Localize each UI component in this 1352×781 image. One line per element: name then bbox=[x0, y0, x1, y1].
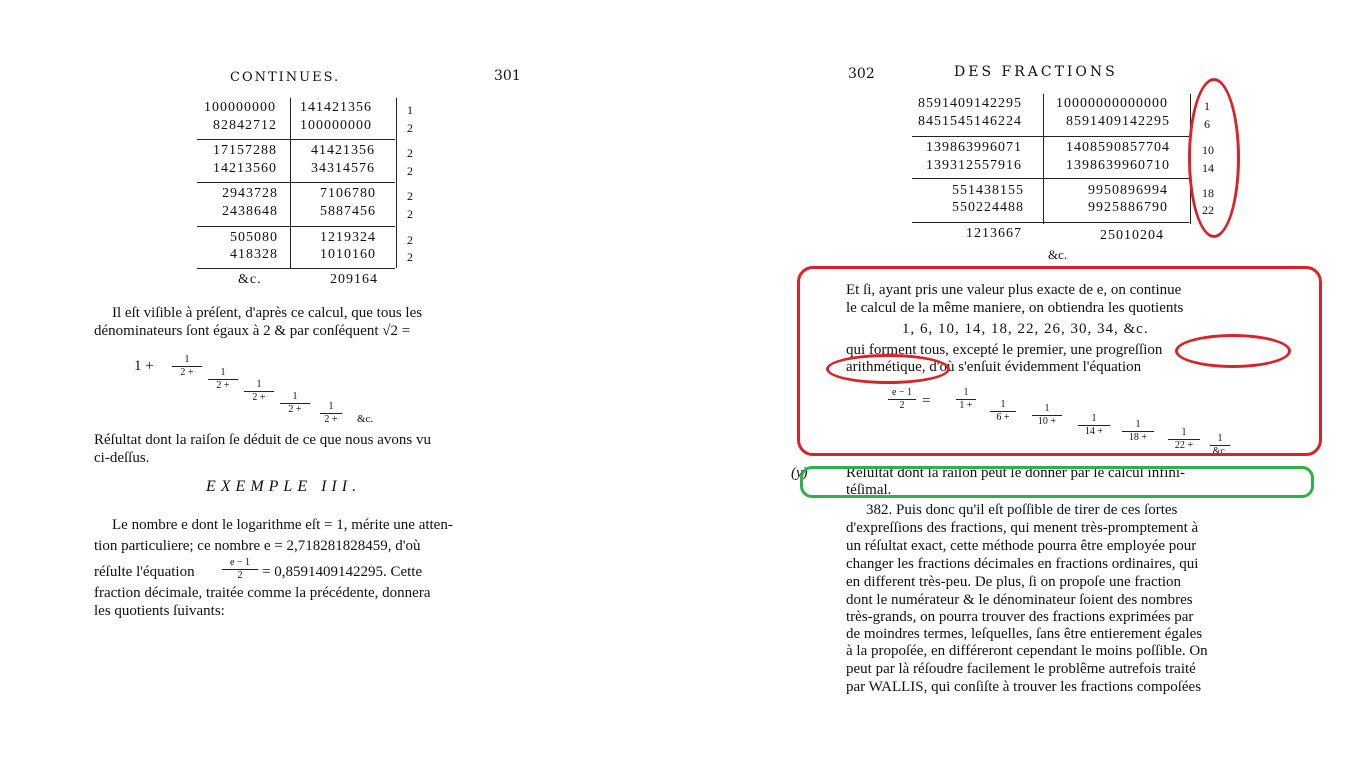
table-cell: 418328 bbox=[230, 247, 278, 262]
table-cell: 7106780 bbox=[320, 186, 376, 201]
table-cell: 41421356 bbox=[311, 143, 375, 158]
table-cell: 551438155 bbox=[952, 183, 1024, 198]
right-page-number: 302 bbox=[848, 66, 875, 82]
table-footer: &c. bbox=[238, 272, 262, 287]
table-cell: 1398639960710 bbox=[1066, 158, 1170, 173]
table-footer: 25010204 bbox=[1100, 228, 1164, 243]
table-cell: 1408590857704 bbox=[1066, 140, 1170, 155]
paragraph-line: tion particuliere; ce nombre e = 2,718281828459, d'où bbox=[94, 538, 421, 554]
example-title: EXEMPLE III. bbox=[206, 478, 362, 495]
quotient: 14 bbox=[1202, 161, 1214, 175]
paragraph-line: fraction décimale, traitée comme la précédente, donnera bbox=[94, 585, 431, 601]
quotient: 1 bbox=[407, 103, 413, 117]
table-cell: 550224488 bbox=[952, 200, 1024, 215]
footnote-mark: (y) bbox=[791, 465, 808, 481]
table-cell: 2438648 bbox=[222, 204, 278, 219]
quotients-red-ellipse bbox=[1188, 78, 1240, 238]
table-cell: 141421356 bbox=[300, 100, 372, 115]
quotient: 2 bbox=[407, 121, 413, 135]
paragraph-line: par WALLIS, qui conſiſte à trouver les fractions compoſées bbox=[846, 679, 1202, 695]
paragraph-line: Réſultat dont la raiſon peut ſe donner par le calcul infini- bbox=[846, 465, 1186, 481]
paragraph-line: téſimal. bbox=[846, 482, 892, 498]
quotient: 18 bbox=[1202, 186, 1214, 200]
quotient: 6 bbox=[1204, 117, 1210, 131]
arithmetique-red-ellipse bbox=[826, 354, 950, 384]
paragraph-line: dénominateurs ſont égaux à 2 & par conſéquent √2 = bbox=[94, 323, 411, 339]
paragraph-line: Et ſi, ayant pris une valeur plus exacte de e, on continue bbox=[846, 282, 1182, 298]
paragraph-line: le calcul de la même maniere, on obtiendra les quotients bbox=[846, 300, 1184, 316]
table-cell: 82842712 bbox=[213, 118, 277, 133]
paragraph-line: en different très-peu. De plus, ſi on propoſe une fraction bbox=[846, 574, 1182, 590]
table-cell: 2943728 bbox=[222, 186, 278, 201]
quotient: 1 bbox=[1204, 99, 1210, 113]
quotient: 22 bbox=[1202, 203, 1214, 217]
right-running-header: DES FRACTIONS bbox=[954, 64, 1118, 80]
table-cell: 139312557916 bbox=[926, 158, 1022, 173]
table-cell: 1219324 bbox=[320, 230, 376, 245]
paragraph-line: Le nombre e dont le logarithme eſt = 1, mérite une atten- bbox=[112, 517, 453, 533]
paragraph-line: peut par là réſoudre facilement le problême autrefois traité bbox=[846, 661, 1196, 677]
table-cell: 139863996071 bbox=[926, 140, 1022, 155]
quotient: 2 bbox=[407, 250, 413, 264]
paragraph-line: très-grands, on pourra trouver des fractions exprimées par bbox=[846, 609, 1194, 625]
paragraph-line: ci-deſſus. bbox=[94, 450, 150, 466]
paragraph-line: qui forment tous, excepté le premier, une progreſſion bbox=[846, 342, 1163, 358]
table-cell: 8591409142295 bbox=[1066, 114, 1170, 129]
table-cell: 9925886790 bbox=[1088, 200, 1168, 215]
table-cell: 100000000 bbox=[300, 118, 372, 133]
table-footer: 1213667 bbox=[966, 226, 1022, 241]
table-cell: 17157288 bbox=[213, 143, 277, 158]
table-footer: 209164 bbox=[330, 272, 378, 287]
table-cell: 8591409142295 bbox=[918, 96, 1022, 111]
paragraph-line: à la propoſée, en différeront cependant le moins poſſible. On bbox=[846, 643, 1208, 659]
left-running-header: CONTINUES. bbox=[230, 70, 341, 85]
table-cell: 5887456 bbox=[320, 204, 376, 219]
paragraph-line: = 0,8591409142295. Cette bbox=[262, 564, 423, 580]
quotient: 2 bbox=[407, 207, 413, 221]
table-cell: 100000000 bbox=[204, 100, 276, 115]
paragraph-line: d'expreſſions des fractions, qui menent très-promptement à bbox=[846, 520, 1199, 536]
paragraph-line: de moindres termes, leſquelles, ſans être entierement égales bbox=[846, 626, 1203, 642]
quotient: 2 bbox=[407, 189, 413, 203]
left-page-number: 301 bbox=[494, 68, 521, 84]
progression-red-ellipse bbox=[1175, 334, 1291, 368]
table-cell: 1010160 bbox=[320, 247, 376, 262]
table-cell: 505080 bbox=[230, 230, 278, 245]
paragraph-line: 382. Puis donc qu'il eſt poſſible de tirer de ces ſortes bbox=[866, 502, 1178, 518]
table-cell: 34314576 bbox=[311, 161, 375, 176]
paragraph-line: un réſultat exact, cette méthode pourra être employée pour bbox=[846, 538, 1197, 554]
quotient: 2 bbox=[407, 233, 413, 247]
table-cell: 8451545146224 bbox=[918, 114, 1022, 129]
paragraph-line: dont le numérateur & le dénominateur ſoient des nombres bbox=[846, 592, 1193, 608]
quotient: 2 bbox=[407, 146, 413, 160]
paragraph-line: Réſultat dont la raiſon ſe déduit de ce que nous avons vu bbox=[94, 432, 432, 448]
table-cell: 10000000000000 bbox=[1056, 96, 1168, 111]
table-cell: 14213560 bbox=[213, 161, 277, 176]
quotient-sequence: 1, 6, 10, 14, 18, 22, 26, 30, 34, &c. bbox=[902, 321, 1149, 337]
quotient: 10 bbox=[1202, 143, 1214, 157]
table-etc: &c. bbox=[1048, 247, 1068, 262]
table-cell: 9950896994 bbox=[1088, 183, 1168, 198]
paragraph-line: Il eſt viſible à préſent, d'après ce calcul, que tous les bbox=[112, 305, 423, 321]
result-green-box bbox=[800, 466, 1314, 498]
quotient: 2 bbox=[407, 164, 413, 178]
paragraph-line: arithmétique, d'où s'enſuit évidemment l'équation bbox=[846, 359, 1142, 375]
paragraph-line: réſulte l'équation bbox=[94, 564, 195, 580]
cf-etc: &c. bbox=[357, 413, 374, 425]
paragraph-line: changer les fractions décimales en fractions ordinaires, qui bbox=[846, 556, 1199, 572]
paragraph-line: les quotients ſuivants: bbox=[94, 603, 225, 619]
